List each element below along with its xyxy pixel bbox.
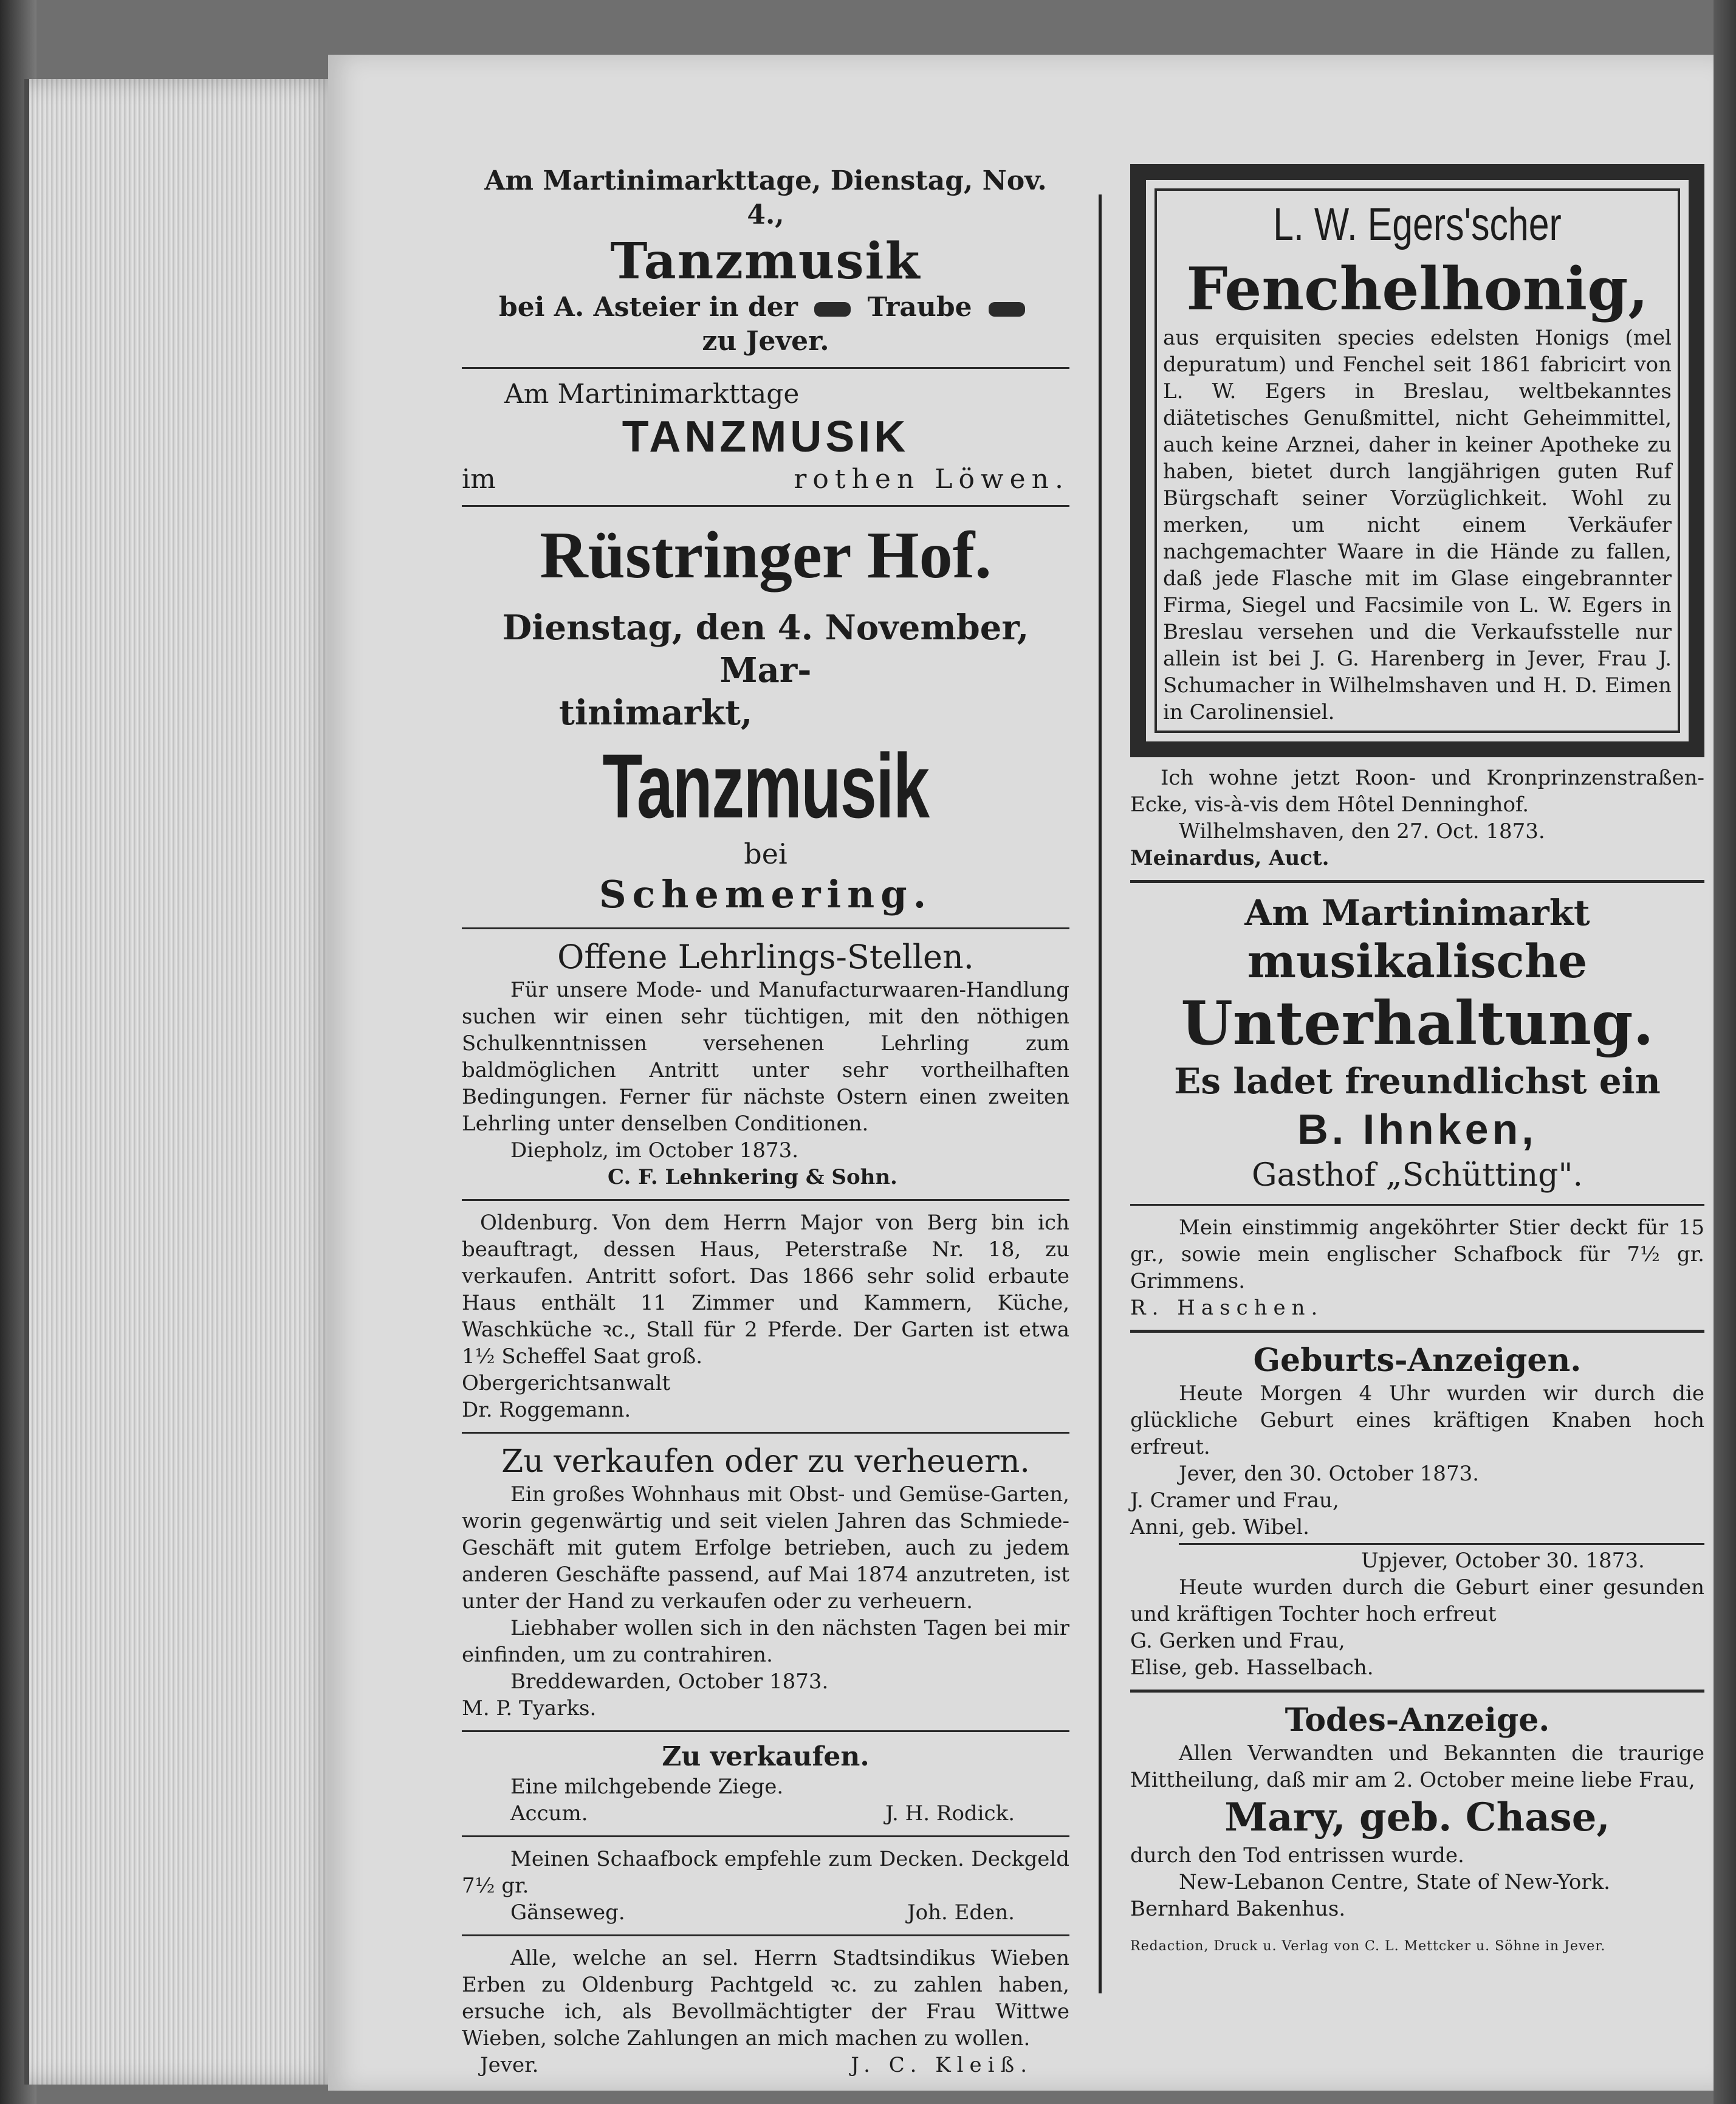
ad-name: Mary, geb. Chase, bbox=[1224, 1795, 1610, 1840]
ad-place: Breddewarden, October 1873. bbox=[510, 1669, 829, 1694]
ad-place: New-Lebanon Centre, State of New-York. bbox=[1179, 1870, 1610, 1894]
ad-signature: Dr. Roggemann. bbox=[462, 1398, 631, 1422]
ad-footer-line bbox=[462, 1899, 1069, 1926]
ad-haschen bbox=[1130, 1214, 1704, 1321]
ad-place: Gänseweg. bbox=[510, 1900, 625, 1925]
ad-title-large: Fenchelhonig, bbox=[1186, 255, 1649, 323]
ad-ruestringer-hof bbox=[462, 515, 1069, 919]
ad-frame-content bbox=[1163, 196, 1672, 726]
column-divider bbox=[1099, 194, 1102, 1993]
ad-body: durch den Tod entrissen wurde. bbox=[1130, 1843, 1464, 1868]
ad-tanzmusik-loewen bbox=[462, 377, 1069, 497]
ad-signature: Elise, geb. Hasselbach. bbox=[1130, 1655, 1374, 1680]
ad-body: Meinen Schaafbock empfehle zum Decken. Deckgeld 7½ gr. bbox=[462, 1847, 1069, 1898]
ad-todes-anzeige bbox=[1130, 1701, 1704, 1922]
ad-signature: G. Gerken und Frau, bbox=[1130, 1629, 1345, 1653]
ad-signature: J. C. Kleiß. bbox=[851, 2053, 1033, 2077]
ad-line: Es ladet freundlichst ein bbox=[1174, 1061, 1661, 1102]
ad-footer-line bbox=[462, 2052, 1069, 2078]
divider bbox=[1130, 1690, 1704, 1693]
divider bbox=[1130, 1330, 1704, 1333]
ad-signature: J. Cramer und Frau, bbox=[1130, 1488, 1339, 1513]
ad-line: Am Martinimarkt bbox=[1244, 892, 1590, 933]
ad-line: bei bbox=[744, 837, 787, 870]
divider bbox=[462, 1835, 1069, 1837]
ad-title-large: Tanzmusik bbox=[602, 735, 929, 837]
ad-body: Eine milchgebende Ziege. bbox=[510, 1775, 784, 1799]
ad-line: tinimarkt, bbox=[559, 693, 753, 733]
ad-title: Zu verkaufen. bbox=[662, 1741, 870, 1772]
ad-body: Ein großes Wohnhaus mit Obst- und Gemüse-Garten, worin gegenwärtig und seit vielen Jahren das Schmiede-Geschäft mit gutem Erfolge betrieben, auch zu jedem anderen Geschäfte passend, auf Mai 1874 anzutreten, ist unter der Hand zu verkaufen oder zu verheuern. bbox=[462, 1482, 1069, 1614]
ad-title: TANZMUSIK bbox=[622, 413, 910, 461]
ad-text: im bbox=[462, 464, 496, 495]
ad-line: Gasthof „Schütting". bbox=[1251, 1157, 1583, 1194]
ad-place: Upjever, October 30. 1873. bbox=[1361, 1549, 1645, 1573]
ad-line: musikalische bbox=[1247, 934, 1588, 988]
ad-line: Am Martinimarkttage bbox=[504, 379, 800, 410]
divider bbox=[462, 367, 1069, 369]
pointing-hand-icon bbox=[989, 302, 1025, 317]
ad-fenchelhonig bbox=[1130, 164, 1704, 757]
ad-place: Wilhelmshaven, den 27. Oct. 1873. bbox=[1179, 819, 1545, 844]
ad-title: Zu verkaufen oder zu verheuern. bbox=[501, 1443, 1030, 1480]
ad-title: Rüstringer Hof. bbox=[540, 518, 992, 592]
ad-lehrlings-stellen bbox=[462, 938, 1069, 1191]
ad-body: Ich wohne jetzt Roon- und Kronprinzenstraßen-Ecke, vis-à-vis dem Hôtel Denninghof. bbox=[1130, 766, 1704, 817]
ad-title: Tanzmusik bbox=[610, 232, 921, 291]
ad-signature: Anni, geb. Wibel. bbox=[1130, 1515, 1309, 1539]
ad-body: Heute Morgen 4 Uhr wurden wir durch die glückliche Geburt eines kräftigen Knaben hoch erfreut. bbox=[1130, 1381, 1704, 1459]
ad-body: Liebhaber wollen sich in den nächsten Tagen bei mir einfinden, um zu contrahiren. bbox=[462, 1616, 1069, 1667]
ad-title: Todes-Anzeige. bbox=[1285, 1702, 1550, 1739]
ad-text: bei A. Asteier in der bbox=[499, 292, 798, 323]
ad-line bbox=[462, 291, 1069, 325]
ad-ihnken bbox=[1130, 892, 1704, 1195]
divider bbox=[462, 927, 1069, 929]
imprint-footer: Redaction, Druck u. Verlag von C. L. Mettcker u. Söhne in Jever. bbox=[1130, 1939, 1606, 1954]
divider bbox=[462, 505, 1069, 507]
right-edge bbox=[1714, 0, 1736, 2104]
ad-place: Jever, den 30. October 1873. bbox=[1179, 1462, 1480, 1486]
ad-place: Accum. bbox=[510, 1801, 588, 1826]
right-column bbox=[1130, 164, 1704, 1922]
ad-body: Alle, welche an sel. Herrn Stadtsindikus Wieben Erben zu Oldenburg Pachtgeld ꝛc. zu zahlen haben, ersuche ich, als Bevollmächtigter der Frau Wittwe Wieben, solche Zahlungen an mich machen zu wollen. bbox=[462, 1946, 1069, 2051]
ad-line bbox=[462, 462, 1069, 497]
ad-title: L. W. Egers'scher bbox=[1273, 199, 1562, 250]
ad-body: Für unsere Mode- und Manufacturwaaren-Handlung suchen wir einen sehr tüchtigen, mit den nöthigen Schulkenntnissen versehenen Lehrling zum baldmöglichen Antritt unter sehr vortheilhaften Bedingungen. Ferner für nächste Ostern einen zweiten Lehrling unter denselben Conditionen. bbox=[462, 978, 1069, 1136]
divider bbox=[1130, 1204, 1704, 1206]
ad-title-large: Unterhaltung. bbox=[1181, 989, 1654, 1059]
ad-body: Allen Verwandten und Bekannten die traurige Mittheilung, daß mir am 2. October meine liebe Frau, bbox=[1130, 1741, 1704, 1792]
ad-footer-line bbox=[462, 1800, 1069, 1827]
pointing-hand-icon bbox=[814, 302, 851, 317]
ad-name: B. Ihnken, bbox=[1297, 1105, 1537, 1153]
ad-place: Jever. bbox=[480, 2053, 539, 2077]
ad-meinardus bbox=[1130, 765, 1704, 872]
divider bbox=[462, 1432, 1069, 1434]
divider bbox=[462, 1199, 1069, 1201]
ad-body: aus erquisiten species edelsten Honigs (mel depuratum) und Fenchel seit 1861 fabricirt von L. W. Egers in Breslau, weltbekanntes diätetisches Genußmittel, nicht Geheimmittel, auch keine Arznei, daher in keiner Apotheke zu haben, bietet durch langjährigen guten Ruf Bürgschaft seiner Vorzüglichkeit. Wohl zu merken, um nicht einem Verkäufer nachgemachter Waare in die Hände zu fallen, daß jede Flasche mit im Glase eingebrannter Firma, Siegel und Facsimile von L. W. Egers in Breslau versehen und die Verkaufsstelle nur allein ist bei J. G. Harenberg in Jever, Frau J. Schumacher in Wilhelmshaven und H. D. Eimen in Carolinensiel. bbox=[1163, 326, 1672, 724]
divider bbox=[462, 1934, 1069, 1936]
page-stack-edge bbox=[24, 79, 345, 2085]
ad-text: rothen Löwen. bbox=[794, 464, 1069, 495]
ad-body: Mein einstimmig angeköhrter Stier deckt für 15 gr., sowie mein englischer Schafbock für 7½ gr. Grimmens. bbox=[1130, 1215, 1704, 1293]
ad-line: zu Jever. bbox=[702, 326, 829, 357]
ad-wohnhaus bbox=[462, 1442, 1069, 1722]
left-column bbox=[462, 164, 1069, 2078]
ad-line: Dienstag, den 4. November, Mar- bbox=[502, 608, 1029, 690]
ad-signature: Bernhard Bakenhus. bbox=[1130, 1897, 1346, 1921]
ad-wieben bbox=[462, 1945, 1069, 2078]
ad-signature: Meinardus, Auct. bbox=[1130, 846, 1329, 870]
ad-tanzmusik-traube bbox=[462, 164, 1069, 359]
ad-schaafbock bbox=[462, 1846, 1069, 1926]
ad-title: Geburts-Anzeigen. bbox=[1253, 1342, 1582, 1379]
ad-geburts-anzeigen bbox=[1130, 1341, 1704, 1681]
ad-signature: J. H. Rodick. bbox=[885, 1801, 1015, 1826]
ad-signature: Joh. Eden. bbox=[907, 1900, 1015, 1925]
ad-line: Am Martinimarkttage, Dienstag, Nov. 4., bbox=[484, 165, 1047, 230]
ad-signature: M. P. Tyarks. bbox=[462, 1696, 597, 1721]
ad-ziege bbox=[462, 1741, 1069, 1827]
divider bbox=[462, 1730, 1069, 1732]
ad-name: Schemering. bbox=[599, 872, 933, 916]
ad-body: Oldenburg. Von dem Herrn Major von Berg bin ich beauftragt, dessen Haus, Peterstraße Nr. 18, zu verkaufen. Antritt sofort. Das 1866 sehr solid erbaute Haus enthält 11 Zimmer und Kammern, Küche, Waschküche ꝛc., Stall für 2 Pferde. Der Garten ist etwa 1½ Scheffel Saat groß. bbox=[462, 1211, 1069, 1369]
ad-body: Heute wurden durch die Geburt einer gesunden und kräftigen Tochter hoch erfreut bbox=[1130, 1575, 1704, 1626]
ad-signature: Obergerichtsanwalt bbox=[462, 1371, 671, 1395]
divider bbox=[1130, 880, 1704, 883]
ad-place: Diepholz, im October 1873. bbox=[510, 1138, 799, 1163]
divider bbox=[1179, 1543, 1704, 1545]
ad-signature: C. F. Lehnkering & Sohn. bbox=[608, 1165, 897, 1189]
ad-signature: R. Haschen. bbox=[1130, 1296, 1324, 1320]
ad-text: Traube bbox=[867, 292, 972, 323]
ad-title: Offene Lehrlings-Stellen. bbox=[557, 938, 974, 976]
ad-haus-verkauf bbox=[462, 1209, 1069, 1423]
